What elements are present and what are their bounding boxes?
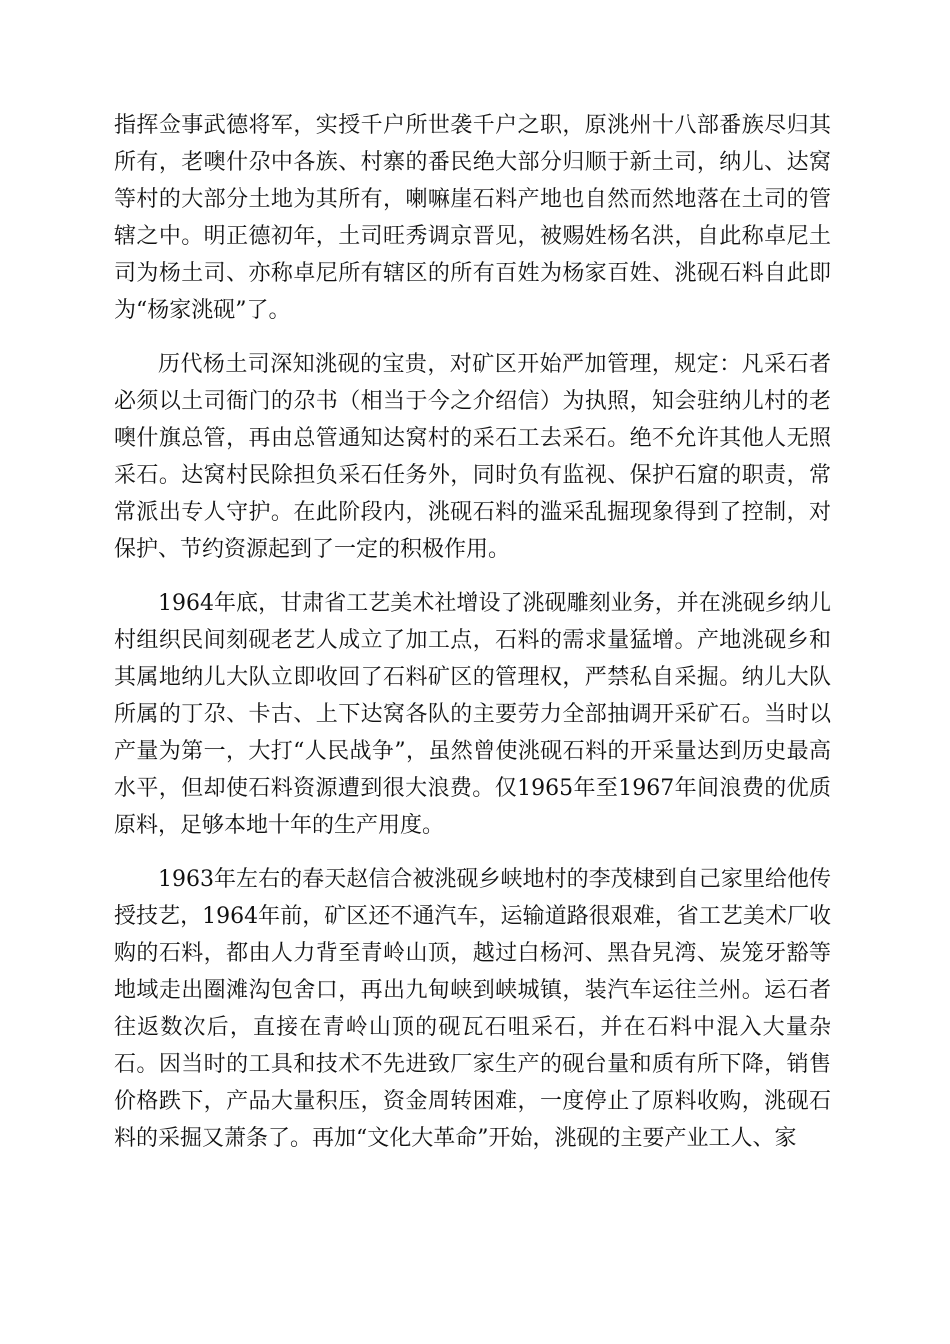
paragraph-3: 1964年底，甘肃省工艺美术社增设了洮砚雕刻业务，并在洮砚乡纳儿村组织民间刻砚老艺人成立了加工点，石料的需求量猛增。产地洮砚乡和其属地纳儿大队立即收回了石料矿区的管理权，严禁私自采掘。纳儿大队所属的丁尕、卡古、上下达窝各队的主要劳力全部抽调开采矿石。当时以产量为第一，大打“人民战争”，虽然曾使洮砚石料的开采量达到历史最高水平，但却使石料资源遭到很大浪费。仅1965年至1967年间浪费的优质原料，足够本地十年的生产用度。 [114,591,831,838]
paragraph-4: 1963年左右的春天赵信合被洮砚乡峡地村的李茂棣到自己家里给他传授技艺，1964年前，矿区还不通汽车，运输道路很艰难，省工艺美术厂收购的石料，都由人力背至青岭山顶，越过白杨河、黑旮旯湾、炭笼牙豁等地域走出圈滩沟包舍口，再出九甸峡到峡城镇，装汽车运往兰州。运石者往返数次后，直接在青岭山顶的砚瓦石咀采石，并在石料中混入大量杂石。因当时的工具和技术不先进致厂家生产的砚台量和质有所下降，销售价格跌下，产品大量积压，资金周转困难，一度停止了原料收购，洮砚石料的采掘又萧条了。再加“文化大革命”开始，洮砚的主要产业工人、家 [114,867,831,1151]
document-page [114,107,831,1157]
paragraph-1: 指挥佥事武德将军，实授千户所世袭千户之职，原洮州十八部番族尽归其所有，老噢什尕中各族、村寨的番民绝大部分归顺于新土司，纳儿、达窝等村的大部分土地为其所有，喇嘛崖石料产地也自然而然地落在土司的管辖之中。明正德初年，土司旺秀调京晋见，被赐姓杨名洪，自此称卓尼土司为杨土司、亦称卓尼所有辖区的所有百姓为杨家百姓、洮砚石料自此即为“杨家洮砚”了。 [114,113,831,323]
paragraph-2: 历代杨土司深知洮砚的宝贵，对矿区开始严加管理，规定：凡采石者必须以土司衙门的尕书（相当于今之介绍信）为执照，知会驻纳儿村的老噢什旗总管，再由总管通知达窝村的采石工去采石。绝不允许其他人无照采石。达窝村民除担负采石任务外，同时负有监视、保护石窟的职责，常常派出专人守护。在此阶段内，洮砚石料的滥采乱掘现象得到了控制，对保护、节约资源起到了一定的积极作用。 [114,352,831,562]
